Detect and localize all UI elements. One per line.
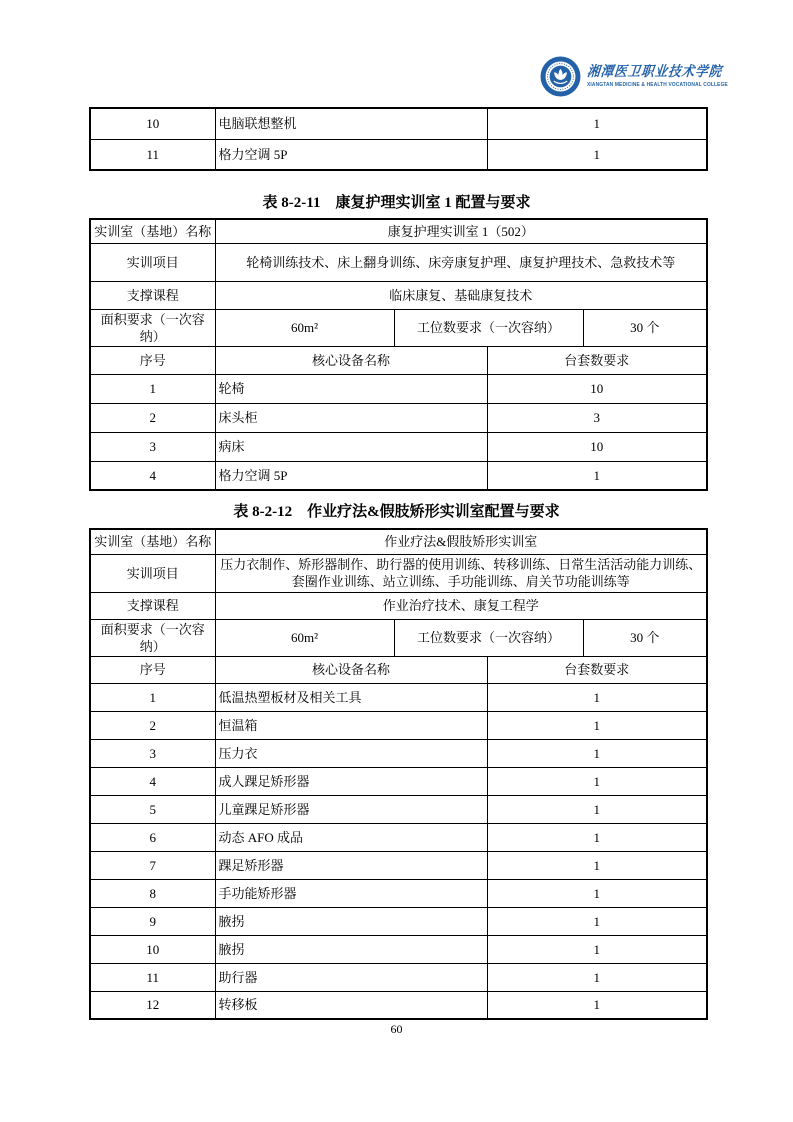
equipment-row (90, 907, 707, 935)
cell-name: 恒温箱 (215, 711, 487, 739)
col-header-qty: 台套数要求 (487, 346, 707, 374)
cell-no: 11 (90, 139, 215, 170)
stations-label-cell: 工位数要求（一次容纳） (394, 619, 583, 656)
cell-name: 动态 AFO 成品 (215, 823, 487, 851)
cell-name: 压力衣 (215, 739, 487, 767)
cell-qty: 1 (487, 767, 707, 795)
courses-value-cell: 作业治疗技术、康复工程学 (215, 592, 707, 619)
area-label-cell: 面积要求（一次容纳） (90, 619, 215, 656)
cell-name: 儿童踝足矫形器 (215, 795, 487, 823)
table-8-2-11 (89, 218, 708, 491)
room-name-row (90, 219, 707, 243)
stations-value-cell: 30 个 (583, 619, 707, 656)
projects-row (90, 243, 707, 281)
column-header-row (90, 656, 707, 683)
cell-name: 电脑联想整机 (215, 108, 487, 139)
cell-no: 8 (90, 879, 215, 907)
projects-row (90, 554, 707, 592)
column-header-row (90, 346, 707, 374)
equipment-row (90, 683, 707, 711)
equipment-row (90, 374, 707, 403)
college-name-en: XIANGTAN MEDICINE & HEALTH VOCATIONAL COLLEGE (587, 82, 728, 88)
cell-name: 助行器 (215, 963, 487, 991)
table-8-2-12 (89, 528, 708, 1020)
equipment-row (90, 432, 707, 461)
equipment-row (90, 851, 707, 879)
continued-equipment-table (89, 107, 708, 171)
equipment-row (90, 963, 707, 991)
cell-no: 1 (90, 374, 215, 403)
cell-qty: 1 (487, 879, 707, 907)
room-label-cell: 实训室（基地）名称 (90, 529, 215, 554)
college-name-zh: 湘潭医卫职业技术学院 (586, 65, 723, 80)
equipment-row (90, 139, 707, 170)
cell-qty: 1 (487, 851, 707, 879)
table-8-2-12-title: 表 8-2-12 作业疗法&假肢矫形实训室配置与要求 (233, 504, 560, 520)
equipment-row (90, 403, 707, 432)
cell-qty: 10 (487, 374, 707, 403)
cell-no: 11 (90, 963, 215, 991)
projects-value-cell: 压力衣制作、矫形器制作、助行器的使用训练、转移训练、日常生活活动能力训练、套圈作业训练、站立训练、手功能训练、肩关节功能训练等 (215, 554, 707, 592)
cell-name: 踝足矫形器 (215, 851, 487, 879)
cell-no: 6 (90, 823, 215, 851)
room-name-row (90, 529, 707, 554)
cell-no: 4 (90, 461, 215, 490)
equipment-row (90, 935, 707, 963)
cell-qty: 1 (487, 823, 707, 851)
room-value-cell: 作业疗法&假肢矫形实训室 (215, 529, 707, 554)
cell-qty: 10 (487, 432, 707, 461)
cell-no: 7 (90, 851, 215, 879)
cell-qty: 1 (487, 739, 707, 767)
col-header-name: 核心设备名称 (215, 656, 487, 683)
college-emblem-icon (540, 56, 581, 97)
equipment-row (90, 879, 707, 907)
courses-label-cell: 支撑课程 (90, 281, 215, 309)
equipment-row (90, 767, 707, 795)
cell-no: 12 (90, 991, 215, 1019)
college-logo (540, 56, 747, 97)
projects-value-cell: 轮椅训练技术、床上翻身训练、床旁康复护理、康复护理技术、急救技术等 (215, 243, 707, 281)
equipment-row (90, 795, 707, 823)
courses-value-cell: 临床康复、基础康复技术 (215, 281, 707, 309)
cell-no: 10 (90, 108, 215, 139)
cell-name: 成人踝足矫形器 (215, 767, 487, 795)
cell-no: 1 (90, 683, 215, 711)
cell-no: 2 (90, 403, 215, 432)
cell-qty: 1 (487, 963, 707, 991)
cell-no: 10 (90, 935, 215, 963)
col-header-no: 序号 (90, 656, 215, 683)
equipment-row (90, 823, 707, 851)
cell-no: 4 (90, 767, 215, 795)
area-row (90, 619, 707, 656)
cell-qty: 1 (487, 907, 707, 935)
cell-qty: 1 (487, 108, 707, 139)
cell-no: 9 (90, 907, 215, 935)
cell-name: 腋拐 (215, 935, 487, 963)
projects-label-cell: 实训项目 (90, 243, 215, 281)
area-label-cell: 面积要求（一次容纳） (90, 309, 215, 346)
equipment-row (90, 108, 707, 139)
cell-no: 3 (90, 739, 215, 767)
cell-qty: 1 (487, 711, 707, 739)
area-value-cell: 60m² (215, 309, 394, 346)
cell-name: 低温热塑板材及相关工具 (215, 683, 487, 711)
cell-qty: 1 (487, 991, 707, 1019)
cell-qty: 1 (487, 683, 707, 711)
cell-no: 3 (90, 432, 215, 461)
cell-name: 格力空调 5P (215, 139, 487, 170)
cell-name: 手功能矫形器 (215, 879, 487, 907)
area-row (90, 309, 707, 346)
cell-no: 2 (90, 711, 215, 739)
page-number: 60 (390, 1022, 403, 1036)
courses-label-cell: 支撑课程 (90, 592, 215, 619)
col-header-no: 序号 (90, 346, 215, 374)
table-8-2-11-title: 表 8-2-11 康复护理实训室 1 配置与要求 (262, 195, 531, 211)
cell-name: 腋拐 (215, 907, 487, 935)
cell-qty: 3 (487, 403, 707, 432)
cell-qty: 1 (487, 139, 707, 170)
area-value-cell: 60m² (215, 619, 394, 656)
cell-name: 转移板 (215, 991, 487, 1019)
cell-qty: 1 (487, 461, 707, 490)
cell-qty: 1 (487, 795, 707, 823)
projects-label-cell: 实训项目 (90, 554, 215, 592)
courses-row (90, 592, 707, 619)
cell-name: 轮椅 (215, 374, 487, 403)
col-header-qty: 台套数要求 (487, 656, 707, 683)
courses-row (90, 281, 707, 309)
col-header-name: 核心设备名称 (215, 346, 487, 374)
stations-value-cell: 30 个 (583, 309, 707, 346)
equipment-row (90, 461, 707, 490)
cell-qty: 1 (487, 935, 707, 963)
stations-label-cell: 工位数要求（一次容纳） (394, 309, 583, 346)
cell-name: 格力空调 5P (215, 461, 487, 490)
room-label-cell: 实训室（基地）名称 (90, 219, 215, 243)
cell-name: 床头柜 (215, 403, 487, 432)
room-value-cell: 康复护理实训室 1（502） (215, 219, 707, 243)
equipment-row (90, 711, 707, 739)
equipment-row (90, 991, 707, 1019)
cell-no: 5 (90, 795, 215, 823)
cell-name: 病床 (215, 432, 487, 461)
equipment-row (90, 739, 707, 767)
